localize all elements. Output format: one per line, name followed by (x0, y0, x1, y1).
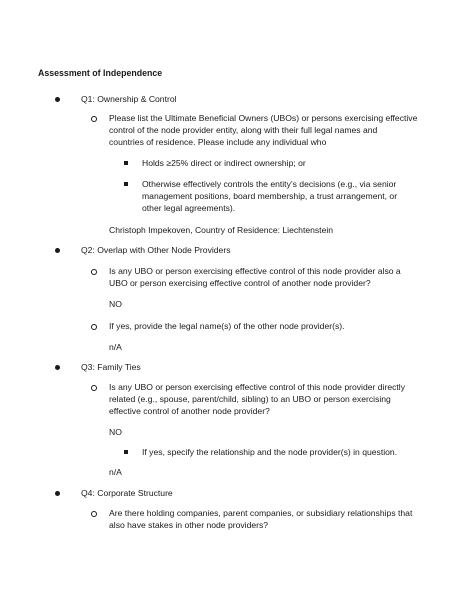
q2-title: Q2: Overlap with Other Node Providers (81, 245, 231, 255)
q1-prompt-line: control of the node provider entity, along with their full legal names and (109, 125, 378, 136)
q1-sub-item-1 (124, 157, 306, 169)
bullet-circle-icon (91, 269, 97, 275)
q2-answer-1: NO (109, 299, 122, 309)
bullet-disc-icon (55, 491, 60, 496)
q1-sub1-text: Holds ≥25% direct or indirect ownership; or (142, 158, 306, 168)
q3-title: Q3: Family Ties (81, 362, 141, 372)
q3-answer-2: n/A (109, 467, 122, 477)
q2-prompt-2 (91, 320, 345, 332)
q4-title: Q4: Corporate Structure (81, 488, 173, 498)
bullet-disc-icon (55, 97, 60, 102)
q3-sub1-text: If yes, specify the relationship and the node provider(s) in question. (142, 447, 398, 457)
q2-prompt1-line: UBO or person exercising effective control of another node provider? (109, 278, 371, 289)
q1-sub2-line: management positions, board membership, a trust arrangement, or (142, 191, 398, 202)
q1-sub2-line: Otherwise effectively controls the entity’s decisions (e.g., via senior (142, 179, 397, 189)
q1-sub-item-2 (124, 178, 397, 215)
q3-prompt-line: effective control of another node provider? (109, 406, 270, 417)
q3-prompt-line: related (e.g., spouse, parent/child, sibling) to an UBO or person exercising (109, 394, 391, 405)
q3-answer-1: NO (109, 427, 122, 437)
list-item-q2 (55, 244, 231, 256)
q2-prompt1-line: Is any UBO or person exercising effective control of this node provider also a (109, 266, 401, 276)
bullet-circle-icon (91, 511, 97, 517)
list-item-q4 (55, 487, 173, 499)
bullet-square-icon (124, 450, 128, 454)
list-item-q1 (55, 93, 177, 105)
bullet-square-icon (124, 182, 128, 186)
q1-prompt (91, 112, 417, 149)
bullet-disc-icon (55, 248, 60, 253)
q1-prompt-line: Please list the Ultimate Beneficial Owners (UBOs) or persons exercising effective (109, 113, 418, 123)
q4-prompt (91, 507, 412, 531)
page-title: Assessment of Independence (38, 68, 163, 78)
q1-answer: Christoph Impekoven, Country of Residence: Liechtenstein (109, 225, 334, 235)
q2-answer-2: n/A (109, 342, 122, 352)
q3-prompt-line: Is any UBO or person exercising effective control of this node provider directly (109, 382, 405, 392)
bullet-circle-icon (91, 385, 97, 391)
q4-prompt-line: Are there holding companies, parent companies, or subsidiary relationships that (109, 508, 413, 518)
q4-prompt-line: also have stakes in other node providers? (109, 520, 269, 531)
q3-prompt (91, 381, 405, 418)
q3-sub-item-1 (124, 446, 397, 458)
list-item-q3 (55, 361, 141, 373)
bullet-circle-icon (91, 116, 97, 122)
q1-prompt-line: countries of residence. Please include any individual who (109, 137, 327, 148)
q1-title: Q1: Ownership & Control (81, 94, 177, 104)
q2-prompt2-text: If yes, provide the legal name(s) of the other node provider(s). (109, 321, 345, 331)
bullet-disc-icon (55, 365, 60, 370)
bullet-square-icon (124, 161, 128, 165)
bullet-circle-icon (91, 324, 97, 330)
q1-sub2-line: other legal agreements). (142, 203, 236, 214)
q2-prompt-1 (91, 265, 401, 289)
